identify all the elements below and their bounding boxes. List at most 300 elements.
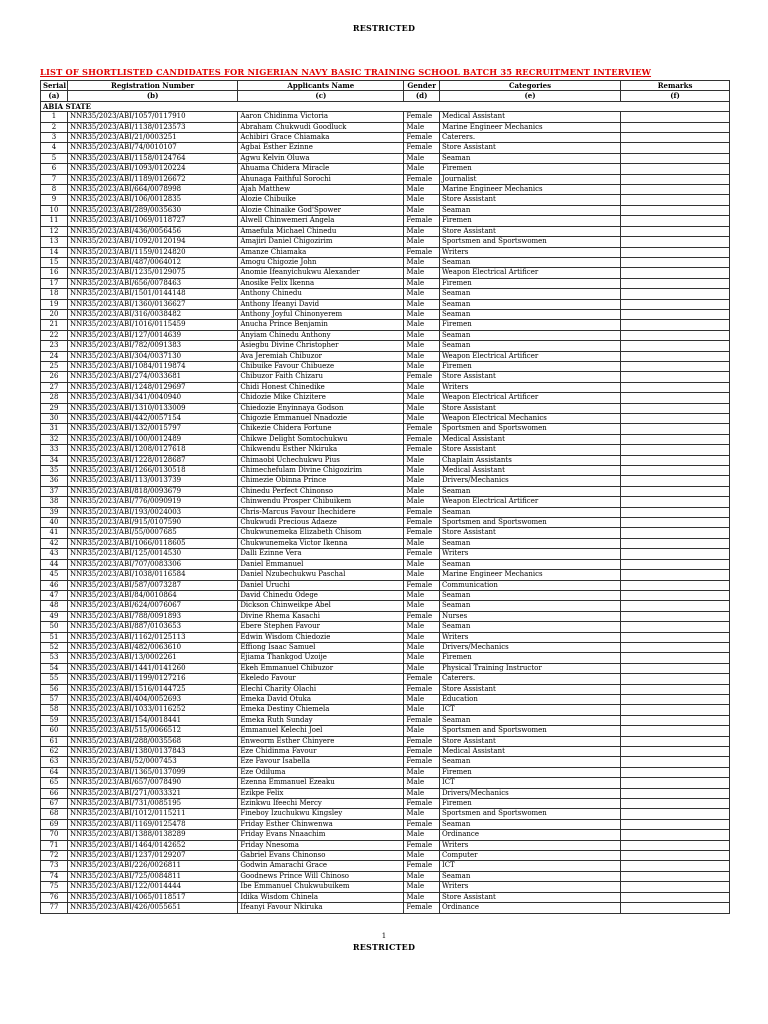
footer-classification: RESTRICTED — [352, 942, 416, 952]
cell-category: Writers — [439, 549, 620, 559]
cell-registration: NNR35/2023/ABI/13/0002261 — [67, 653, 237, 663]
cell-serial: 14 — [41, 247, 68, 257]
cell-gender: Male — [404, 590, 440, 600]
cell-serial: 69 — [41, 819, 68, 829]
cell-category: Store Assistant — [439, 143, 620, 153]
cell-serial: 56 — [41, 684, 68, 694]
table-row — [41, 268, 730, 278]
cell-serial: 42 — [41, 538, 68, 548]
table-row — [41, 216, 730, 226]
cell-serial: 4 — [41, 143, 68, 153]
cell-serial: 28 — [41, 393, 68, 403]
cell-remarks — [621, 195, 730, 205]
cell-serial: 74 — [41, 871, 68, 881]
cell-remarks — [621, 497, 730, 507]
cell-remarks — [621, 257, 730, 267]
cell-name: Daniel Emmanuel — [238, 559, 404, 569]
cell-name: Chikezie Chidera Fortune — [238, 424, 404, 434]
cell-registration: NNR35/2023/ABI/707/0083306 — [67, 559, 237, 569]
cell-gender: Female — [404, 611, 440, 621]
cell-gender: Male — [404, 414, 440, 424]
cell-serial: 37 — [41, 486, 68, 496]
cell-gender: Male — [404, 226, 440, 236]
table-row — [41, 518, 730, 528]
cell-category: Writers — [439, 247, 620, 257]
cell-category: Nurses — [439, 611, 620, 621]
cell-registration: NNR35/2023/ABI/341/0040940 — [67, 393, 237, 403]
cell-category: Marine Engineer Mechanics — [439, 122, 620, 132]
cell-serial: 38 — [41, 497, 68, 507]
cell-gender: Male — [404, 320, 440, 330]
cell-remarks — [621, 330, 730, 340]
cell-serial: 67 — [41, 799, 68, 809]
cell-name: Godwin Amarachi Grace — [238, 861, 404, 871]
cell-serial: 7 — [41, 174, 68, 184]
cell-remarks — [621, 757, 730, 767]
cell-gender: Male — [404, 466, 440, 476]
cell-serial: 41 — [41, 528, 68, 538]
cell-registration: NNR35/2023/ABI/436/0056456 — [67, 226, 237, 236]
cell-serial: 73 — [41, 861, 68, 871]
cell-name: Ahunaga Faithful Sorochi — [238, 174, 404, 184]
table-row — [41, 122, 730, 132]
cell-remarks — [621, 590, 730, 600]
cell-name: Eze Favour Isabella — [238, 757, 404, 767]
cell-remarks — [621, 507, 730, 517]
cell-registration: NNR35/2023/ABI/132/0015797 — [67, 424, 237, 434]
cell-name: Emmanuel Kelechi Joel — [238, 726, 404, 736]
cell-registration: NNR35/2023/ABI/1199/0127216 — [67, 674, 237, 684]
cell-name: Anthony Joyful Chinonyerem — [238, 309, 404, 319]
cell-name: Ava Jeremiah Chibuzor — [238, 351, 404, 361]
cell-serial: 19 — [41, 299, 68, 309]
cell-gender: Male — [404, 153, 440, 163]
cell-registration: NNR35/2023/ABI/74/0010107 — [67, 143, 237, 153]
table-row — [41, 112, 730, 122]
cell-gender: Male — [404, 289, 440, 299]
cell-remarks — [621, 414, 730, 424]
cell-category: Firemen — [439, 653, 620, 663]
cell-registration: NNR35/2023/ABI/122/0014444 — [67, 882, 237, 892]
cell-registration: NNR35/2023/ABI/1237/0129207 — [67, 851, 237, 861]
cell-remarks — [621, 632, 730, 642]
cell-name: Emeka David Otuka — [238, 694, 404, 704]
cell-serial: 62 — [41, 747, 68, 757]
cell-registration: NNR35/2023/ABI/193/0024003 — [67, 507, 237, 517]
cell-category: Weapon Electrical Artificer — [439, 351, 620, 361]
cell-registration: NNR35/2023/ABI/1016/0115459 — [67, 320, 237, 330]
cell-gender: Male — [404, 237, 440, 247]
cell-remarks — [621, 809, 730, 819]
cell-registration: NNR35/2023/ABI/1084/0119874 — [67, 361, 237, 371]
table-row — [41, 642, 730, 652]
candidates-table — [40, 80, 730, 914]
cell-registration: NNR35/2023/ABI/887/0103653 — [67, 622, 237, 632]
cell-registration: NNR35/2023/ABI/1501/0144148 — [67, 289, 237, 299]
table-row — [41, 153, 730, 163]
cell-gender: Male — [404, 195, 440, 205]
table-row — [41, 590, 730, 600]
cell-category: Writers — [439, 382, 620, 392]
table-row — [41, 809, 730, 819]
cell-serial: 64 — [41, 767, 68, 777]
table-row — [41, 882, 730, 892]
cell-category: Writers — [439, 840, 620, 850]
cell-serial: 10 — [41, 205, 68, 215]
cell-gender: Female — [404, 247, 440, 257]
cell-registration: NNR35/2023/ABI/106/0012835 — [67, 195, 237, 205]
cell-name: Ezenna Emmanuel Ezeaku — [238, 778, 404, 788]
cell-category: Medical Assistant — [439, 112, 620, 122]
cell-category: Seaman — [439, 622, 620, 632]
cell-gender: Female — [404, 549, 440, 559]
cell-registration: NNR35/2023/ABI/1066/0118605 — [67, 538, 237, 548]
cell-serial: 53 — [41, 653, 68, 663]
table-row — [41, 361, 730, 371]
cell-category: Medical Assistant — [439, 466, 620, 476]
cell-gender: Male — [404, 653, 440, 663]
cell-serial: 61 — [41, 736, 68, 746]
cell-serial: 8 — [41, 185, 68, 195]
cell-remarks — [621, 185, 730, 195]
cell-gender: Female — [404, 736, 440, 746]
cell-category: Seaman — [439, 559, 620, 569]
cell-registration: NNR35/2023/ABI/657/0078490 — [67, 778, 237, 788]
table-row — [41, 736, 730, 746]
table-row — [41, 237, 730, 247]
cell-name: Daniel Uruchi — [238, 580, 404, 590]
cell-category: Drivers/Mechanics — [439, 476, 620, 486]
cell-name: Chikwendu Esther Nkiruka — [238, 445, 404, 455]
cell-name: Chinedu Perfect Chinonso — [238, 486, 404, 496]
table-row — [41, 851, 730, 861]
cell-serial: 26 — [41, 372, 68, 382]
cell-gender: Male — [404, 164, 440, 174]
cell-category: Firemen — [439, 216, 620, 226]
cell-gender: Female — [404, 174, 440, 184]
cell-gender: Male — [404, 330, 440, 340]
cell-name: Amanze Chiamaka — [238, 247, 404, 257]
cell-remarks — [621, 715, 730, 725]
cell-gender: Male — [404, 601, 440, 611]
cell-category: Seaman — [439, 205, 620, 215]
cell-category: Firemen — [439, 799, 620, 809]
cell-category: Seaman — [439, 715, 620, 725]
cell-category: Sportsmen and Sportswomen — [439, 424, 620, 434]
cell-category: Medical Assistant — [439, 747, 620, 757]
table-row — [41, 747, 730, 757]
col-header-name: Applicants Name — [238, 81, 404, 91]
cell-remarks — [621, 112, 730, 122]
cell-serial: 21 — [41, 320, 68, 330]
table-row — [41, 903, 730, 913]
cell-serial: 58 — [41, 705, 68, 715]
cell-category: Sportsmen and Sportswomen — [439, 237, 620, 247]
cell-remarks — [621, 143, 730, 153]
cell-gender: Male — [404, 309, 440, 319]
cell-name: Anosike Felix Ikenna — [238, 278, 404, 288]
cell-serial: 46 — [41, 580, 68, 590]
cell-name: Ezikpe Felix — [238, 788, 404, 798]
cell-registration: NNR35/2023/ABI/818/0093679 — [67, 486, 237, 496]
table-row — [41, 830, 730, 840]
table-row — [41, 257, 730, 267]
cell-remarks — [621, 653, 730, 663]
cell-name: Anomie Ifeanyichukwu Alexander — [238, 268, 404, 278]
cell-serial: 63 — [41, 757, 68, 767]
cell-remarks — [621, 861, 730, 871]
cell-remarks — [621, 694, 730, 704]
cell-category: Store Assistant — [439, 892, 620, 902]
cell-gender: Male — [404, 809, 440, 819]
cell-remarks — [621, 133, 730, 143]
cell-serial: 15 — [41, 257, 68, 267]
cell-name: Anthony Chinedu — [238, 289, 404, 299]
cell-gender: Male — [404, 830, 440, 840]
cell-serial: 55 — [41, 674, 68, 684]
table-row — [41, 143, 730, 153]
cell-category: ICT — [439, 861, 620, 871]
cell-remarks — [621, 518, 730, 528]
col-sub-b: (b) — [67, 91, 237, 101]
cell-name: Amaefula Michael Chinedu — [238, 226, 404, 236]
document-title: LIST OF SHORTLISTED CANDIDATES FOR NIGERIAN NAVY BASIC TRAINING SCHOOL BATCH 35 RECRUITMENT INTERVIEW — [40, 67, 652, 77]
cell-remarks — [621, 320, 730, 330]
cell-remarks — [621, 403, 730, 413]
table-row — [41, 871, 730, 881]
cell-category: Firemen — [439, 164, 620, 174]
cell-gender: Female — [404, 684, 440, 694]
cell-name: Chukwudi Precious Adaeze — [238, 518, 404, 528]
cell-serial: 77 — [41, 903, 68, 913]
cell-gender: Female — [404, 757, 440, 767]
cell-registration: NNR35/2023/ABI/52/0007453 — [67, 757, 237, 767]
cell-name: Ejiama Thankgod Uzoije — [238, 653, 404, 663]
cell-gender: Male — [404, 268, 440, 278]
cell-serial: 60 — [41, 726, 68, 736]
table-row — [41, 205, 730, 215]
cell-registration: NNR35/2023/ABI/1169/0125478 — [67, 819, 237, 829]
cell-remarks — [621, 247, 730, 257]
cell-category: Marine Engineer Mechanics — [439, 570, 620, 580]
cell-category: Seaman — [439, 819, 620, 829]
cell-remarks — [621, 434, 730, 444]
cell-name: Ifeanyi Favour Nkiruka — [238, 903, 404, 913]
cell-registration: NNR35/2023/ABI/1516/0144725 — [67, 684, 237, 694]
cell-category: Firemen — [439, 278, 620, 288]
table-row — [41, 715, 730, 725]
cell-remarks — [621, 393, 730, 403]
cell-category: Communication — [439, 580, 620, 590]
cell-category: Seaman — [439, 299, 620, 309]
cell-gender: Male — [404, 486, 440, 496]
cell-gender: Male — [404, 778, 440, 788]
cell-registration: NNR35/2023/ABI/1093/0120224 — [67, 164, 237, 174]
cell-category: Store Assistant — [439, 403, 620, 413]
cell-name: Chigozie Emmanuel Nnadozie — [238, 414, 404, 424]
cell-remarks — [621, 153, 730, 163]
col-header-serial: Serial — [41, 81, 68, 91]
cell-name: Gabriel Evans Chinonso — [238, 851, 404, 861]
table-row — [41, 486, 730, 496]
cell-remarks — [621, 871, 730, 881]
cell-registration: NNR35/2023/ABI/1464/0142652 — [67, 840, 237, 850]
cell-registration: NNR35/2023/ABI/113/0013739 — [67, 476, 237, 486]
cell-remarks — [621, 559, 730, 569]
cell-remarks — [621, 226, 730, 236]
cell-remarks — [621, 268, 730, 278]
col-header-categories: Categories — [439, 81, 620, 91]
table-row — [41, 434, 730, 444]
table-row — [41, 372, 730, 382]
cell-registration: NNR35/2023/ABI/1159/0124820 — [67, 247, 237, 257]
table-row — [41, 497, 730, 507]
cell-name: Goodnews Prince Will Chinoso — [238, 871, 404, 881]
cell-name: Amajiri Daniel Chigozirim — [238, 237, 404, 247]
cell-serial: 68 — [41, 809, 68, 819]
cell-category: Seaman — [439, 153, 620, 163]
cell-registration: NNR35/2023/ABI/776/0090919 — [67, 497, 237, 507]
cell-serial: 9 — [41, 195, 68, 205]
cell-remarks — [621, 476, 730, 486]
cell-category: Seaman — [439, 486, 620, 496]
cell-registration: NNR35/2023/ABI/100/0012489 — [67, 434, 237, 444]
cell-name: Chidozie Mike Chiziterе — [238, 393, 404, 403]
cell-registration: NNR35/2023/ABI/127/0014639 — [67, 330, 237, 340]
cell-remarks — [621, 747, 730, 757]
table-row — [41, 351, 730, 361]
table-row — [41, 289, 730, 299]
cell-remarks — [621, 237, 730, 247]
table-row — [41, 445, 730, 455]
cell-serial: 34 — [41, 455, 68, 465]
cell-category: Caterers. — [439, 133, 620, 143]
table-row — [41, 840, 730, 850]
cell-serial: 31 — [41, 424, 68, 434]
cell-serial: 40 — [41, 518, 68, 528]
cell-category: Journalist — [439, 174, 620, 184]
cell-remarks — [621, 622, 730, 632]
cell-name: Achibiri Grace Chiamaka — [238, 133, 404, 143]
cell-registration: NNR35/2023/ABI/1138/0123573 — [67, 122, 237, 132]
table-row — [41, 819, 730, 829]
cell-registration: NNR35/2023/ABI/21/0003251 — [67, 133, 237, 143]
cell-registration: NNR35/2023/ABI/304/0037130 — [67, 351, 237, 361]
cell-gender: Female — [404, 903, 440, 913]
cell-category: Seaman — [439, 330, 620, 340]
table-row — [41, 476, 730, 486]
cell-serial: 59 — [41, 715, 68, 725]
cell-registration: NNR35/2023/ABI/316/0038482 — [67, 309, 237, 319]
cell-registration: NNR35/2023/ABI/1380/0137843 — [67, 747, 237, 757]
cell-gender: Female — [404, 143, 440, 153]
cell-registration: NNR35/2023/ABI/487/0064012 — [67, 257, 237, 267]
cell-remarks — [621, 174, 730, 184]
cell-registration: NNR35/2023/ABI/84/0010864 — [67, 590, 237, 600]
cell-registration: NNR35/2023/ABI/731/0085195 — [67, 799, 237, 809]
table-row — [41, 133, 730, 143]
cell-name: Chibuzor Faith Chizaru — [238, 372, 404, 382]
cell-name: Anthony Ifeanyi David — [238, 299, 404, 309]
cell-category: Writers — [439, 632, 620, 642]
cell-serial: 75 — [41, 882, 68, 892]
cell-name: Chimezie Obinna Prince — [238, 476, 404, 486]
cell-gender: Male — [404, 851, 440, 861]
cell-category: Marine Engineer Mechanics — [439, 185, 620, 195]
cell-remarks — [621, 642, 730, 652]
cell-name: Chimaobi Uchechukwu Pius — [238, 455, 404, 465]
cell-gender: Female — [404, 747, 440, 757]
cell-category: Firemen — [439, 767, 620, 777]
cell-serial: 39 — [41, 507, 68, 517]
cell-remarks — [621, 705, 730, 715]
cell-serial: 5 — [41, 153, 68, 163]
cell-serial: 44 — [41, 559, 68, 569]
table-row — [41, 382, 730, 392]
cell-category: Drivers/Mechanics — [439, 642, 620, 652]
cell-serial: 66 — [41, 788, 68, 798]
cell-gender: Male — [404, 299, 440, 309]
cell-category: Seaman — [439, 341, 620, 351]
cell-category: Store Assistant — [439, 445, 620, 455]
cell-serial: 54 — [41, 663, 68, 673]
cell-remarks — [621, 580, 730, 590]
cell-remarks — [621, 538, 730, 548]
cell-gender: Female — [404, 518, 440, 528]
table-row — [41, 767, 730, 777]
cell-remarks — [621, 736, 730, 746]
table-row — [41, 195, 730, 205]
cell-gender: Male — [404, 767, 440, 777]
cell-gender: Male — [404, 476, 440, 486]
cell-name: Effiong Isaac Samuel — [238, 642, 404, 652]
cell-remarks — [621, 309, 730, 319]
cell-name: Ekeh Emmanuel Chibuzor — [238, 663, 404, 673]
col-sub-e: (e) — [439, 91, 620, 101]
table-row — [41, 799, 730, 809]
cell-name: Eze Odiluma — [238, 767, 404, 777]
table-row — [41, 528, 730, 538]
cell-remarks — [621, 216, 730, 226]
cell-registration: NNR35/2023/ABI/288/0035568 — [67, 736, 237, 746]
table-row — [41, 778, 730, 788]
subheader-row — [41, 91, 730, 101]
table-row — [41, 320, 730, 330]
cell-gender: Male — [404, 205, 440, 215]
cell-remarks — [621, 570, 730, 580]
table-row — [41, 684, 730, 694]
col-header-remarks: Remarks — [621, 81, 730, 91]
cell-gender: Female — [404, 445, 440, 455]
cell-registration: NNR35/2023/ABI/1365/0137099 — [67, 767, 237, 777]
cell-category: Sportsmen and Sportswomen — [439, 809, 620, 819]
cell-name: Ajah Matthew — [238, 185, 404, 195]
cell-gender: Male — [404, 351, 440, 361]
cell-serial: 27 — [41, 382, 68, 392]
cell-registration: NNR35/2023/ABI/656/0078463 — [67, 278, 237, 288]
cell-registration: NNR35/2023/ABI/1162/0125113 — [67, 632, 237, 642]
cell-name: David Chinedu Odege — [238, 590, 404, 600]
cell-remarks — [621, 892, 730, 902]
cell-gender: Male — [404, 341, 440, 351]
cell-serial: 50 — [41, 622, 68, 632]
cell-registration: NNR35/2023/ABI/482/0063610 — [67, 642, 237, 652]
cell-category: Weapon Electrical Mechanics — [439, 414, 620, 424]
cell-name: Alozie Chinaike God'Spower — [238, 205, 404, 215]
cell-category: Store Assistant — [439, 195, 620, 205]
cell-gender: Male — [404, 788, 440, 798]
table-row — [41, 164, 730, 174]
